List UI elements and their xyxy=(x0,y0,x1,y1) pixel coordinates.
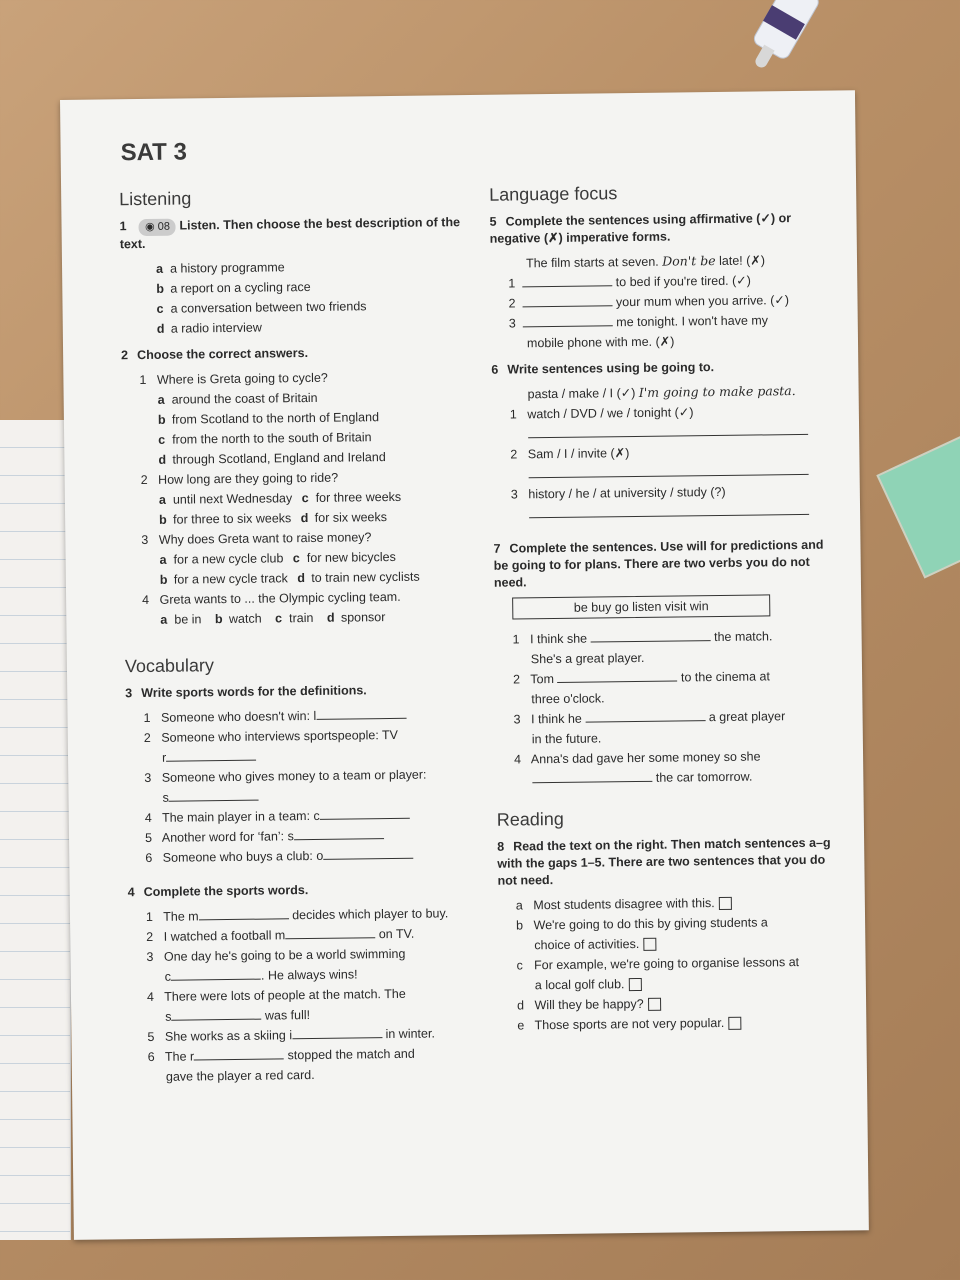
ex1-instruction: 1 ◉ 08 Listen. Then choose the best description of the text. xyxy=(119,215,461,252)
vocabulary-heading: Vocabulary xyxy=(124,655,215,677)
list-item: c For example, we're going to organise lessons at xyxy=(516,955,800,973)
reading-section xyxy=(497,806,840,1036)
list-item: e Those sports are not very popular. xyxy=(517,1012,839,1036)
answer-gap[interactable] xyxy=(522,293,612,307)
list-item: s was full! xyxy=(165,1008,311,1024)
list-item: 6 The r stopped the match and xyxy=(147,1046,415,1064)
list-item: 5 Another word for ‘fan’: s xyxy=(145,824,477,848)
example: The film starts at seven. Don't be late! (✗) xyxy=(525,253,766,271)
example: pasta / make / I (✓) I'm going to make pasta. xyxy=(527,383,796,402)
list-item: 1 I think she the match. xyxy=(512,629,773,647)
list-item: three o'clock. xyxy=(531,691,605,707)
answer-gap[interactable] xyxy=(523,313,613,327)
list-item: b for a new cycle track d to train new cyclists xyxy=(159,569,420,587)
list-item: She's a great player. xyxy=(530,650,645,667)
list-item: 1 watch / DVD / we / tonight (✓) xyxy=(509,405,694,422)
list-item: a a history programme xyxy=(155,260,285,276)
ex7-instruction: 7 Complete the sentences. Use will for predictions and be going to for plans. There are two verbs you do not need. xyxy=(493,537,824,590)
list-item: 2 I watched a football m on TV. xyxy=(146,926,415,945)
list-item: a until next Wednesday c for three weeks xyxy=(158,489,402,507)
question: 2 How long are they going to ride? xyxy=(140,470,339,488)
worksheet-page xyxy=(60,90,869,1240)
list-item: b a report on a cycling race xyxy=(156,279,311,296)
list-item: 2 Tom to the cinema at xyxy=(513,669,770,687)
answer-line[interactable] xyxy=(528,421,832,445)
language-section xyxy=(489,181,836,790)
list-item: c . He always wins! xyxy=(164,967,358,984)
answer-gap[interactable] xyxy=(320,806,410,820)
listening-section xyxy=(119,185,474,630)
ex6-instruction: 6 Write sentences using be going to. xyxy=(491,360,715,377)
answer-gap[interactable] xyxy=(590,628,710,642)
list-item: c from the north to the south of Britain xyxy=(158,430,372,447)
list-item: 3 One day he's going to be a world swimming xyxy=(146,946,406,965)
answer-gap[interactable] xyxy=(199,906,289,920)
checkbox-icon[interactable] xyxy=(728,1017,741,1030)
answer-gap[interactable] xyxy=(166,748,256,762)
list-item: 2 Someone who interviews sportspeople: TV xyxy=(143,727,399,746)
list-item: b We're going to do this by giving students a xyxy=(516,915,768,933)
list-item: 4 Anna's dad gave her some money so she xyxy=(514,749,761,767)
list-item: 6 Someone who buys a club: o xyxy=(145,844,477,868)
answer-gap[interactable] xyxy=(557,669,677,683)
left-column xyxy=(119,185,480,1101)
page-title: SAT 3 xyxy=(120,138,188,167)
question: 3 Why does Greta want to raise money? xyxy=(141,530,372,548)
answer-line[interactable] xyxy=(528,461,832,485)
reading-heading: Reading xyxy=(496,808,565,830)
listening-heading: Listening xyxy=(119,188,192,210)
language-heading: Language focus xyxy=(489,183,618,205)
question: 4 Greta wants to ... the Olympic cycling team. xyxy=(142,589,401,608)
list-item: s xyxy=(162,784,476,808)
word-box: be buy go listen visit win xyxy=(512,594,770,619)
checkbox-icon[interactable] xyxy=(719,897,732,910)
list-item: d through Scotland, England and Ireland xyxy=(158,450,386,467)
list-item: in the future. xyxy=(531,731,602,747)
checkbox-icon[interactable] xyxy=(648,998,661,1011)
list-item: 2 Sam / I / invite (✗) xyxy=(510,446,630,462)
list-item: r xyxy=(162,744,476,768)
list-item: 3 Someone who gives money to a team or player: xyxy=(144,767,427,786)
list-item: 5 She works as a skiing i in winter. xyxy=(147,1026,435,1045)
list-item: c a conversation between two friends xyxy=(156,299,367,316)
answer-gap[interactable] xyxy=(585,708,705,722)
list-item: d Will they be happy? xyxy=(517,992,839,1016)
list-item: b from Scotland to the north of England xyxy=(157,410,380,427)
answer-gap[interactable] xyxy=(522,273,612,287)
answer-line[interactable] xyxy=(529,501,833,525)
checkbox-icon[interactable] xyxy=(643,938,656,951)
right-column xyxy=(489,181,840,1050)
list-item: 1 to bed if you're tired. (✓) xyxy=(508,273,751,291)
answer-gap[interactable] xyxy=(323,846,413,860)
list-item: 3 I think he a great player xyxy=(513,709,786,727)
list-item: b for three to six weeks d for six weeks xyxy=(159,510,388,527)
ex8-instruction: 8 Read the text on the right. Then match sentences a–g with the gaps 1–5. There are two sentences that you do not need. xyxy=(497,835,831,888)
ex5-instruction: 5 Complete the sentences using affirmative (✓) or negative (✗) imperative forms. xyxy=(489,211,792,246)
list-item: mobile phone with me. (✗) xyxy=(526,334,675,351)
audio-track-icon: ◉ 08 xyxy=(139,219,176,236)
list-item: 1 The m decides which player to buy. xyxy=(145,906,449,925)
list-item: 1 Someone who doesn't win: l xyxy=(143,704,475,728)
green-box xyxy=(876,435,960,578)
list-item: the car tomorrow. xyxy=(532,766,836,790)
answer-gap[interactable] xyxy=(171,967,261,981)
list-item: a for a new cycle club c for new bicycles xyxy=(159,549,396,567)
answer-gap[interactable] xyxy=(194,1046,284,1060)
list-item: gave the player a red card. xyxy=(165,1067,315,1084)
notebook xyxy=(0,420,71,1240)
answer-gap[interactable] xyxy=(316,706,406,720)
vocabulary-section xyxy=(125,652,480,1087)
ex4-instruction: 4 Complete the sports words. xyxy=(127,883,309,900)
ex2-instruction: 2 Choose the correct answers. xyxy=(121,345,309,363)
pen xyxy=(715,0,834,93)
list-item: 3 history / he / at university / study (?) xyxy=(510,484,726,502)
list-item: d a radio interview xyxy=(156,320,262,336)
ex3-instruction: 3 Write sports words for the definitions. xyxy=(125,683,367,701)
list-item: a local golf club. xyxy=(535,972,839,996)
question: 1 Where is Greta going to cycle? xyxy=(139,370,328,388)
checkbox-icon[interactable] xyxy=(628,978,641,991)
answer-gap[interactable] xyxy=(292,1025,382,1039)
list-item: 4 The main player in a team: c xyxy=(145,804,477,828)
answer-gap[interactable] xyxy=(169,788,259,802)
list-item: a be in b watch c train d sponsor xyxy=(160,610,386,627)
answer-gap[interactable] xyxy=(532,769,652,783)
answer-gap[interactable] xyxy=(171,1007,261,1021)
list-item: choice of activities. xyxy=(534,932,838,956)
list-item: 3 me tonight. I won't have my xyxy=(508,313,769,331)
answer-gap[interactable] xyxy=(294,826,384,840)
answer-gap[interactable] xyxy=(285,925,375,939)
list-item: a Most students disagree with this. xyxy=(516,892,838,916)
list-item: a around the coast of Britain xyxy=(157,390,318,407)
list-item: 2 your mum when you arrive. (✓) xyxy=(508,293,790,311)
list-item: 4 There were lots of people at the match. The xyxy=(146,986,406,1005)
